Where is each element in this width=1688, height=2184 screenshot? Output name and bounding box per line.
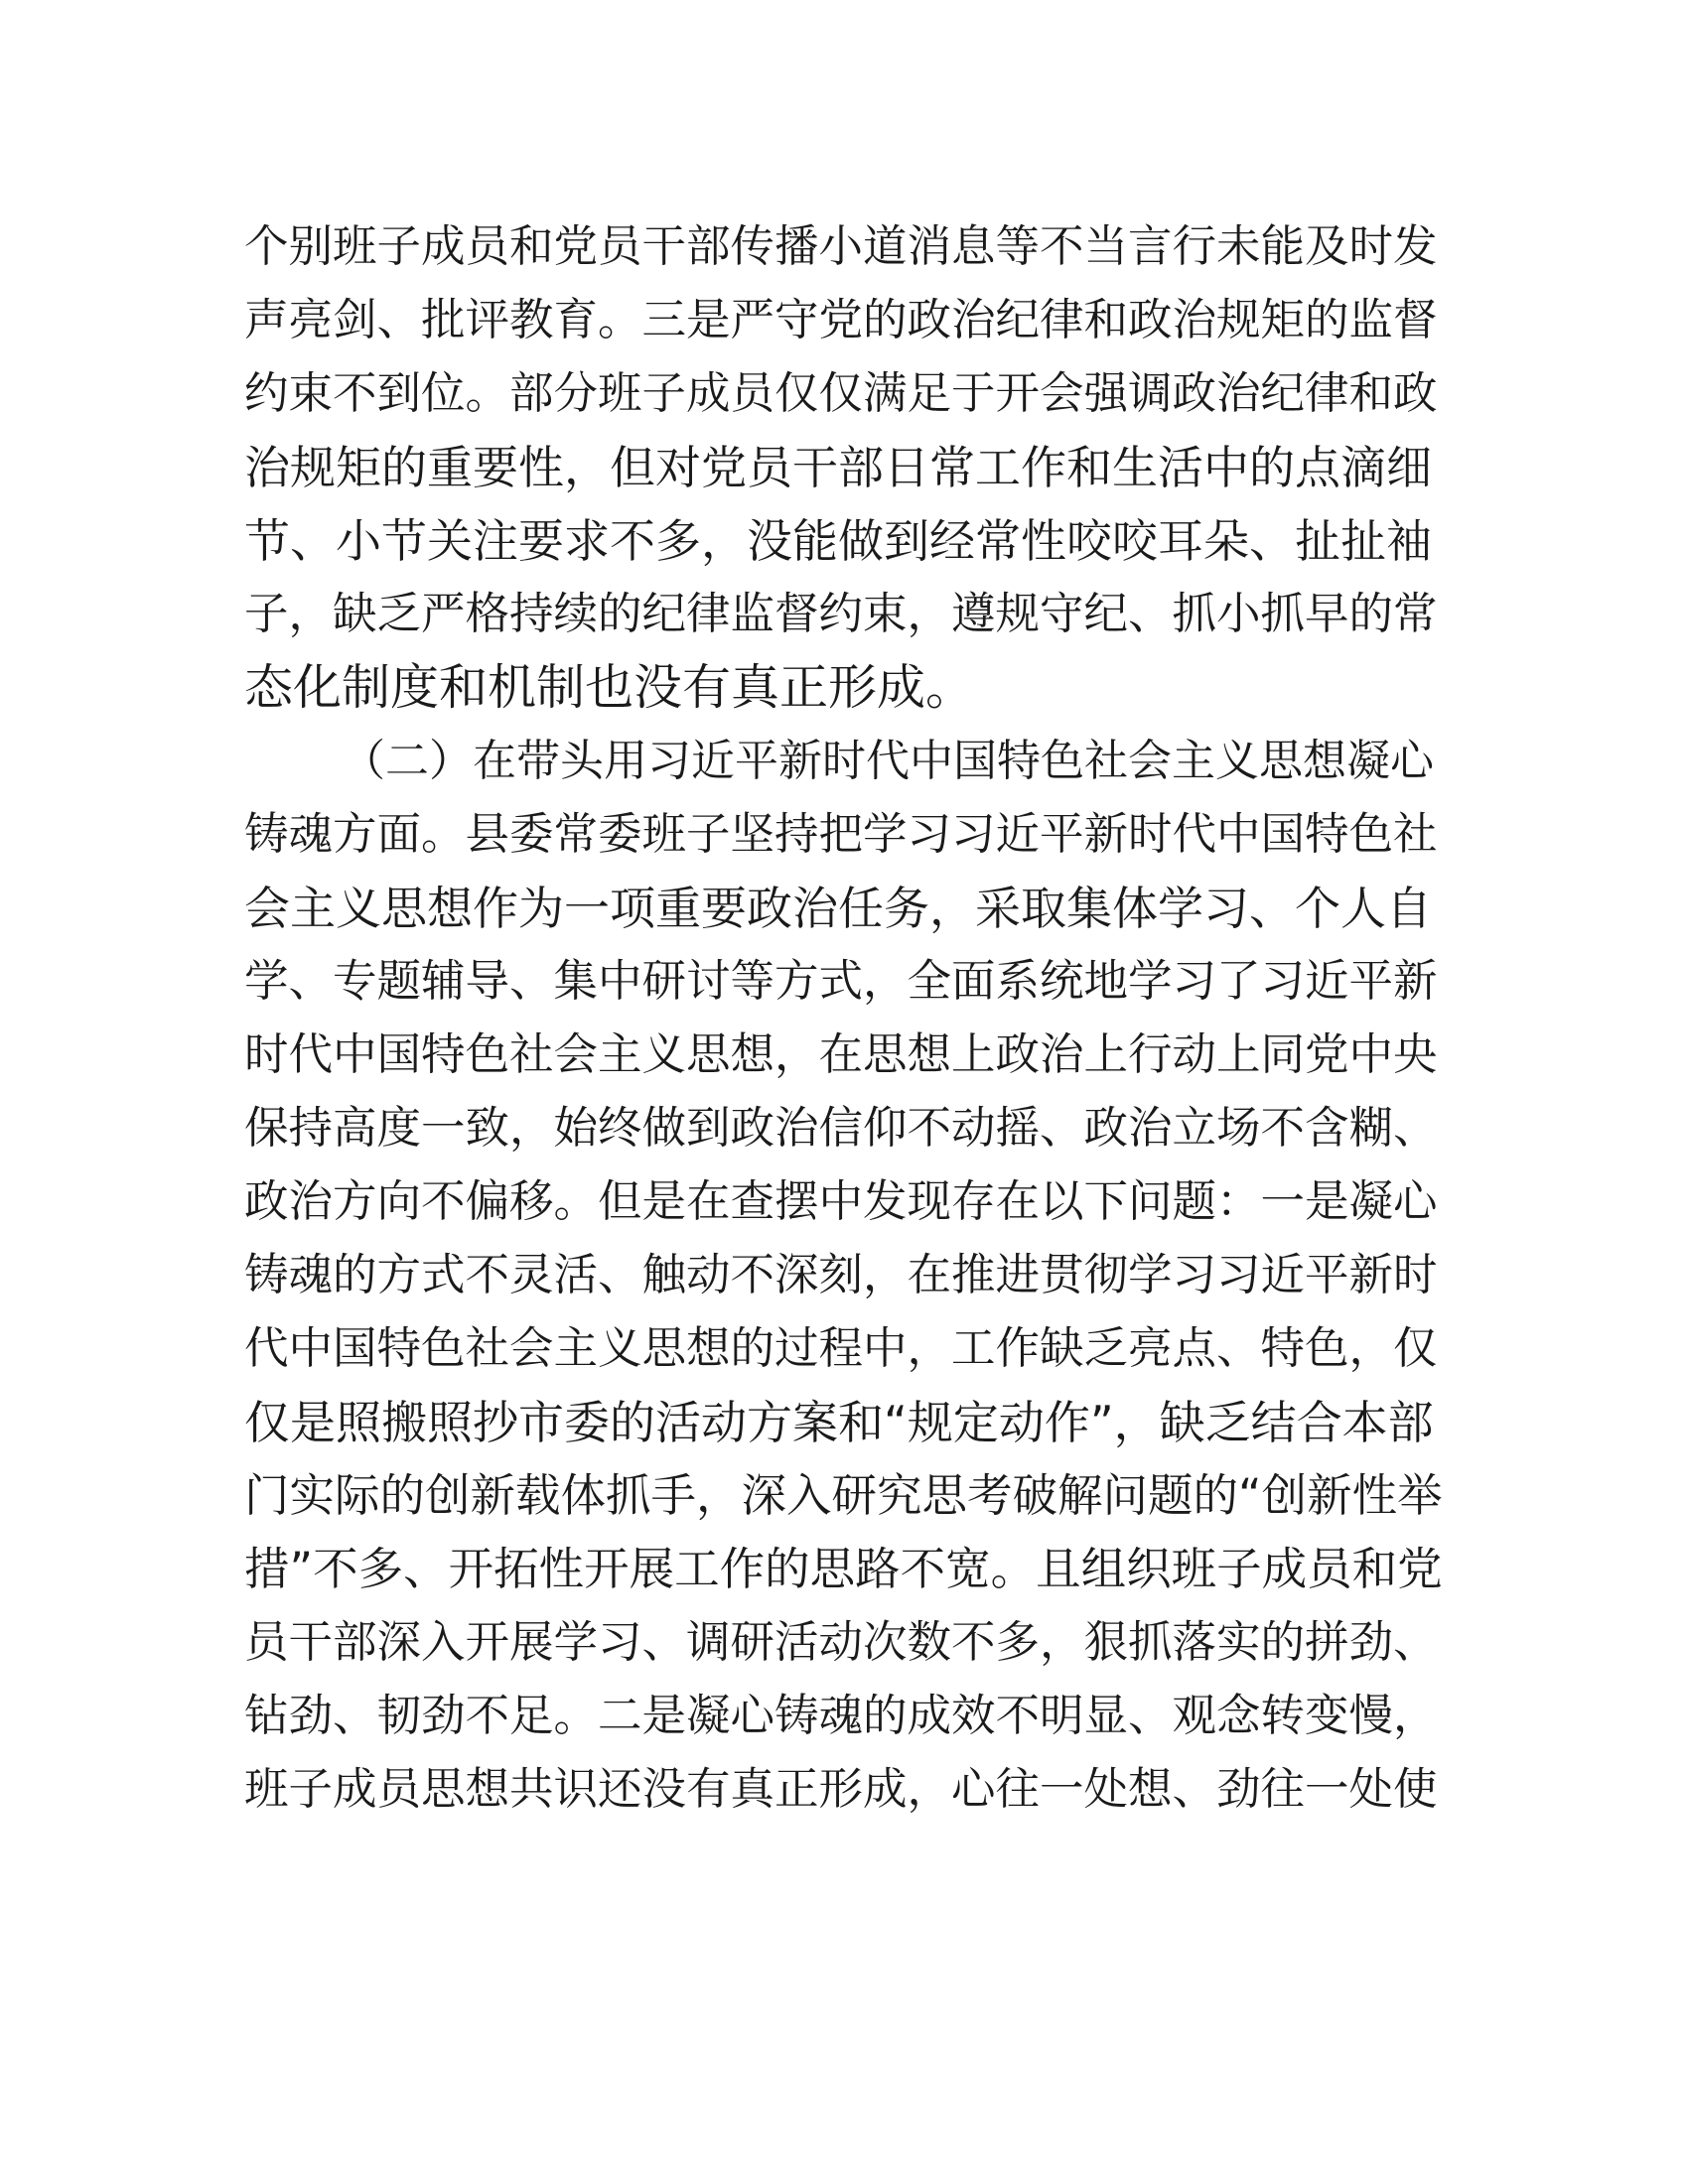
text-line: 时代中国特色社会主义思想，在思想上政治上行动上同党中央: [244, 1029, 1438, 1080]
text-line: 声亮剑、批评教育。三是严守党的政治纪律和政治规矩的监督: [244, 295, 1438, 345]
text-line: 政治方向不偏移。但是在查摆中发现存在以下问题：一是凝心: [244, 1176, 1438, 1227]
text-line: 班子成员思想共识还没有真正形成，心往一处想、劲往一处使: [244, 1764, 1438, 1815]
text-line: 代中国特色社会主义思想的过程中，工作缺乏亮点、特色，仅: [244, 1323, 1438, 1374]
paragraph-2: [244, 725, 1444, 1900]
text-line: 约束不到位。部分班子成员仅仅满足于开会强调政治纪律和政: [244, 368, 1438, 419]
text-line: 仅是照搬照抄市委的活动方案和“规定动作”，缺乏结合本部: [244, 1396, 1434, 1449]
text-line: 子，缺乏严格持续的纪律监督约束，遵规守纪、抓小抓早的常: [244, 589, 1438, 639]
text-line-heading: （二）在带头用习近平新时代中国特色社会主义思想凝心: [342, 736, 1434, 786]
text-line: 学、专题辅导、集中研讨等方式，全面系统地学习了习近平新: [244, 956, 1438, 1007]
text-line: 治规矩的重要性，但对党员干部日常工作和生活中的点滴细: [244, 441, 1432, 494]
text-line: 铸魂方面。县委常委班子坚持把学习习近平新时代中国特色社: [244, 809, 1438, 860]
text-line: 员干部深入开展学习、调研活动次数不多，狠抓落实的拼劲、: [244, 1617, 1438, 1668]
text-line: 门实际的创新载体抓手，深入研究思考破解问题的“创新性举: [244, 1469, 1443, 1522]
text-line: 铸魂的方式不灵活、触动不深刻，在推进贯彻学习习近平新时: [244, 1250, 1438, 1300]
text-line: 个别班子成员和党员干部传播小道消息等不当言行未能及时发: [244, 221, 1438, 272]
text-line: 钻劲、韧劲不足。二是凝心铸魂的成效不明显、观念转变慢，: [244, 1691, 1438, 1741]
paragraph-1: [244, 210, 1444, 725]
text-line: 态化制度和机制也没有真正形成。: [244, 659, 975, 716]
body-text: [244, 210, 1444, 1900]
text-line: 措”不多、开拓性开展工作的思路不宽。且组织班子成员和党: [244, 1543, 1443, 1595]
text-line: [244, 1827, 1444, 1900]
text-line: 节、小节关注要求不多，没能做到经常性咬咬耳朵、扯扯袖: [244, 514, 1432, 568]
text-line: 保持高度一致，始终做到政治信仰不动摇、政治立场不含糊、: [244, 1103, 1438, 1154]
text-line: 会主义思想作为一项重要政治任务，采取集体学习、个人自: [244, 882, 1432, 935]
